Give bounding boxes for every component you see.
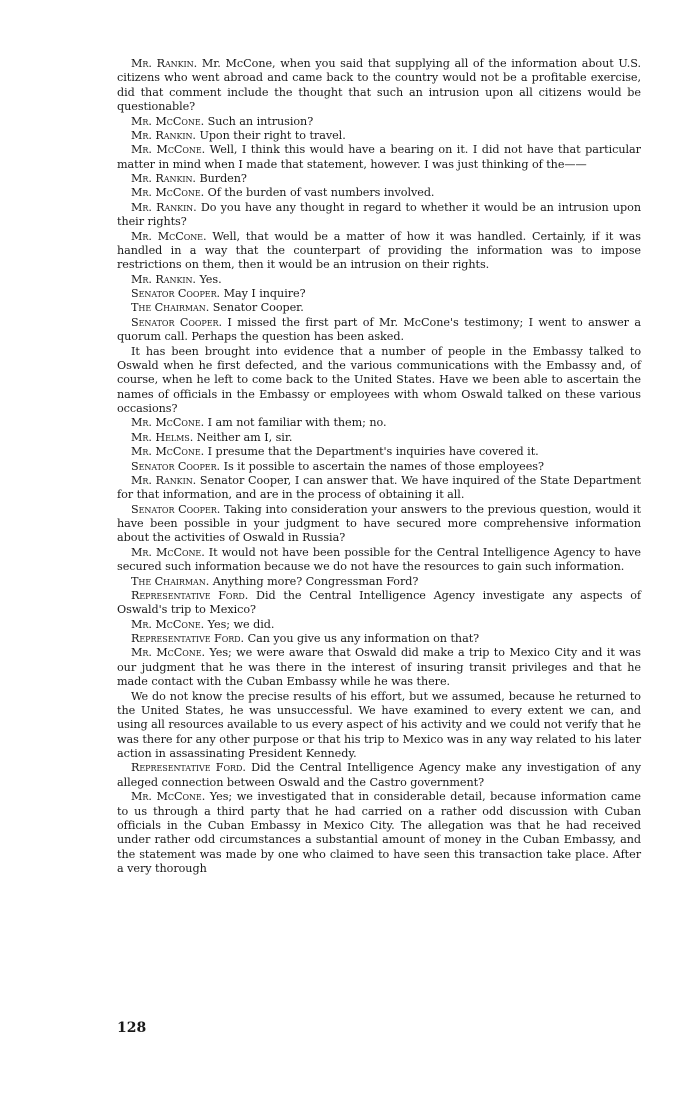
- paragraph: [117, 186, 641, 200]
- speaker-name: The Chairman.: [131, 301, 210, 315]
- speaker-name: Senator Cooper.: [131, 315, 222, 329]
- paragraph-text: Is it possible to ascertain the names of those employees?: [220, 459, 544, 473]
- speaker-name: Mr. McCone.: [131, 229, 207, 243]
- paragraph: [117, 230, 641, 273]
- paragraph-text: Upon their right to travel.: [195, 128, 346, 142]
- speaker-name: Mr. McCone.: [131, 790, 206, 804]
- paragraph-text: Yes; we investigated that in considerable detail, because information came to us through a third party that he had carried on a rather odd discussion with Cuban officials in the Cuban Embassy in Mexico City. The allegation was that he had received under rather odd circumstances a substantial amount of money in the Cuban Embassy, and the statement was made by one who claimed to have seen this transaction take place. After a very thorough: [117, 790, 641, 875]
- paragraph: [117, 345, 641, 417]
- paragraph-text: Burden?: [195, 172, 247, 185]
- paragraph: [117, 273, 641, 287]
- speaker-name: Mr. Rankin.: [131, 57, 198, 70]
- paragraph: [117, 690, 641, 762]
- paragraph: [117, 460, 641, 474]
- paragraph-text: I presume that the Department's inquiries have covered it.: [204, 445, 539, 459]
- paragraph-text: Neither am I, sir.: [193, 430, 293, 444]
- paragraph-text: Such an intrusion?: [204, 114, 314, 128]
- paragraph: [117, 57, 641, 115]
- paragraph: [117, 115, 641, 129]
- speaker-name: Mr. Rankin.: [131, 128, 196, 142]
- paragraph-text: Of the burden of vast numbers involved.: [204, 186, 435, 200]
- paragraph-text: We do not know the precise results of his effort, but we assumed, because he returned to the United States, he was unsuccessful. We have examined to every extent we can, and using all resources available to us every aspect of his activity and we could not verify that he was there for any other purpose or that his trip to Mexico was in any way related to his later action in assassinating President Kennedy.: [117, 689, 641, 760]
- speaker-name: Mr. McCone.: [131, 545, 205, 559]
- speaker-name: Mr. Helms.: [131, 430, 194, 444]
- paragraph-text: Did the Central Intelligence Agency investigate any aspects of Oswald's trip to Mexico?: [117, 588, 641, 617]
- paragraph: [117, 546, 641, 575]
- page-number: 128: [117, 1020, 147, 1036]
- paragraph: [117, 589, 641, 618]
- paragraph: [117, 431, 641, 445]
- speaker-name: Mr. Rankin.: [131, 473, 197, 487]
- paragraph: [117, 316, 641, 345]
- speaker-name: Mr. McCone.: [131, 114, 205, 128]
- document-body: [117, 57, 641, 876]
- speaker-name: Senator Cooper.: [131, 459, 221, 473]
- paragraph-text: Taking into consideration your answers to the previous question, would it have been possible in your judgment to have secured more comprehensive information about the activities of Oswald in Russia?: [117, 502, 641, 545]
- paragraph: [117, 445, 641, 459]
- paragraph: [117, 790, 641, 876]
- paragraph-text: May I inquire?: [220, 287, 306, 300]
- paragraph-text: It would not have been possible for the Central Intelligence Agency to have secured such information because we do not have the resources to gain such information.: [117, 545, 642, 574]
- paragraph: [117, 143, 641, 172]
- paragraph: [117, 474, 641, 503]
- speaker-name: Mr. Rankin.: [131, 272, 196, 286]
- paragraph: [117, 632, 641, 646]
- paragraph-text: Mr. McCone, when you said that supplying all of the information about U.S. citizens who went abroad and came back to the country would not be a profitable exercise, did that comment include the thought that such an intrusion upon all citizens would be questionable?: [117, 57, 641, 114]
- paragraph-text: Senator Cooper.: [209, 301, 304, 315]
- paragraph-text: Did the Central Intelligence Agency make any investigation of any alleged connection between Oswald and the Castro government?: [117, 761, 641, 789]
- paragraph-text: Well, I think this would have a bearing on it. I did not have that particular matter in mind when I made that statement, however. I was just thinking of the——: [117, 143, 641, 171]
- speaker-name: Mr. Rankin.: [131, 172, 196, 185]
- speaker-name: Representative Ford.: [131, 761, 246, 775]
- speaker-name: Representative Ford.: [131, 588, 249, 602]
- paragraph-text: Do you have any thought in regard to whether it would be an intrusion upon their rights?: [117, 200, 642, 229]
- paragraph-text: Anything more? Congressman Ford?: [209, 574, 419, 588]
- speaker-name: Mr. McCone.: [131, 416, 205, 430]
- paragraph-text: Yes.: [195, 272, 222, 286]
- speaker-name: Mr. Rankin.: [131, 200, 197, 214]
- speaker-name: Mr. McCone.: [131, 143, 206, 157]
- speaker-name: Representative Ford.: [131, 632, 245, 645]
- paragraph: [117, 287, 641, 301]
- paragraph: [117, 646, 641, 689]
- speaker-name: Mr. McCone.: [131, 617, 205, 631]
- paragraph-text: I missed the first part of Mr. McCone's testimony; I went to answer a quorum call. Perhaps the question has been asked.: [117, 315, 641, 344]
- paragraph-text: Can you give us any information on that?: [244, 632, 480, 645]
- speaker-name: Mr. McCone.: [131, 646, 206, 660]
- paragraph-text: It has been brought into evidence that a number of people in the Embassy talked to Oswald when he first defected, and the various communications with the Embassy and, of course, when he left to come back to the United States. Have we been able to ascertain the names of officials in the Embassy or employees with whom Oswald talked on these various occasions?: [117, 344, 641, 415]
- speaker-name: The Chairman.: [131, 574, 210, 588]
- paragraph: [117, 416, 641, 430]
- speaker-name: Senator Cooper.: [131, 502, 221, 516]
- paragraph: [117, 172, 641, 186]
- paragraph: [117, 503, 641, 546]
- speaker-name: Mr. McCone.: [131, 445, 205, 459]
- paragraph: [117, 618, 641, 632]
- paragraph-text: Yes; we did.: [204, 617, 275, 631]
- paragraph-text: I am not familiar with them; no.: [204, 416, 387, 430]
- paragraph: [117, 301, 641, 315]
- speaker-name: Mr. McCone.: [131, 186, 205, 200]
- paragraph: [117, 201, 641, 230]
- speaker-name: Senator Cooper.: [131, 287, 221, 300]
- paragraph-text: Senator Cooper, I can answer that. We have inquired of the State Department for that information, and are in the process of obtaining it all.: [117, 473, 641, 502]
- paragraph-text: Yes; we were aware that Oswald did make a trip to Mexico City and it was our judgment that he was there in the interest of insuring transit privileges and that he made contact with the Cuban Embassy while he was there.: [117, 646, 641, 689]
- paragraph: [117, 575, 641, 589]
- paragraph: [117, 129, 641, 143]
- paragraph: [117, 761, 641, 790]
- paragraph-text: Well, that would be a matter of how it was handled. Certainly, if it was handled in a way that the counterpart of providing the information was to impose restrictions on them, then it would be an intrusion on their rights.: [117, 229, 641, 272]
